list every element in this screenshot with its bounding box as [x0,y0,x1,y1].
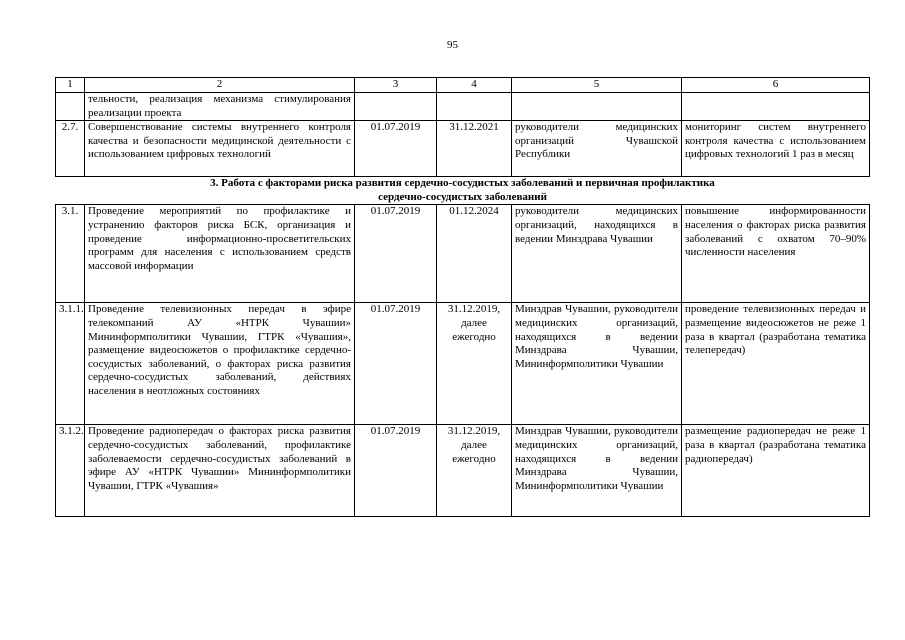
table-row [56,121,870,177]
column-number-1: 1 [56,78,85,93]
table-row [56,205,870,303]
start-date: 01.07.2019 [355,121,437,177]
item-number: 2.7. [56,121,85,177]
end-date: 31.12.2019, далее ежегодно [437,303,512,425]
column-number-5: 5 [512,78,682,93]
activity-cell: Проведение радиопередач о факторах риска развития сердечно-сосудистых заболеваний, профилактике заболеваемости сердечно-сосудистых заболеваний в эфире АУ «НТРК Чувашии» Мининформполитики Чувашии, ГТРК «Чувашия» [85,425,355,517]
activity-cell: Совершенствование системы внутреннего контроля качества и безопасности медицинской деятельности с использованием цифровых технологий [85,121,355,177]
responsible-cell: руководители медицинских организаций Чувашской Республики [512,121,682,177]
responsible-cell: руководители медицинских организаций, находящихся в ведении Минздрава Чувашии [512,205,682,303]
activity-cell: тельности, реализация механизма стимулирования реализации проекта [85,93,355,121]
activity-cell: Проведение мероприятий по профилактике и устранению факторов риска БСК, организация и проведение информационно-просветительских программ для населения с использованием средств массовой информации [85,205,355,303]
table-row [56,425,870,517]
column-number-2: 2 [85,78,355,93]
start-date: 01.07.2019 [355,425,437,517]
start-date: 01.07.2019 [355,303,437,425]
result-cell: повышение информированности населения о факторах риска развития заболеваний с охватом 70–90% численности населения [682,205,870,303]
column-number-6: 6 [682,78,870,93]
responsible-cell: Минздрав Чувашии, руководители медицинских организаций, находящихся в ведении Минздрава Чувашии, Мининформполитики Чувашии [512,303,682,425]
result-cell: размещение радиопередач не реже 1 раза в квартал (разработана тематика радиопередач) [682,425,870,517]
table-row [56,93,870,121]
table-header-row [56,78,870,93]
table-row [56,303,870,425]
start-date: 01.07.2019 [355,205,437,303]
item-number: 3.1. [56,205,85,303]
responsible-cell: Минздрав Чувашии, руководители медицинских организаций, находящихся в ведении Минздрава Чувашии, Мининформполитики Чувашии [512,425,682,517]
column-number-3: 3 [355,78,437,93]
end-date: 31.12.2021 [437,121,512,177]
column-number-4: 4 [437,78,512,93]
item-number: 3.1.1. [56,303,85,425]
section-heading-row [56,177,870,205]
item-number: 3.1.2. [56,425,85,517]
end-date: 01.12.2024 [437,205,512,303]
measures-table [55,77,870,517]
activity-cell: Проведение телевизионных передач в эфире телекомпаний АУ «НТРК Чувашии» Мининформполитики Чувашии, ГТРК «Чувашия», размещение видеосюжетов о профилактике сердечно-сосудистых заболеваний, о факторах риска развития сердечно-сосудистых заболеваний, действиях населения в неотложных состояниях [85,303,355,425]
result-cell: проведение телевизионных передач и размещение видеосюжетов не реже 1 раза в квартал (разработана тематика телепередач) [682,303,870,425]
page-number: 95 [447,39,458,51]
section-title: 3. Работа с факторами риска развития сердечно-сосудистых заболеваний и первичная профилактика сердечно-сосудистых заболеваний [56,177,870,205]
result-cell: мониторинг систем внутреннего контроля качества с использованием цифровых технологий 1 раз в месяц [682,121,870,177]
end-date: 31.12.2019, далее ежегодно [437,425,512,517]
